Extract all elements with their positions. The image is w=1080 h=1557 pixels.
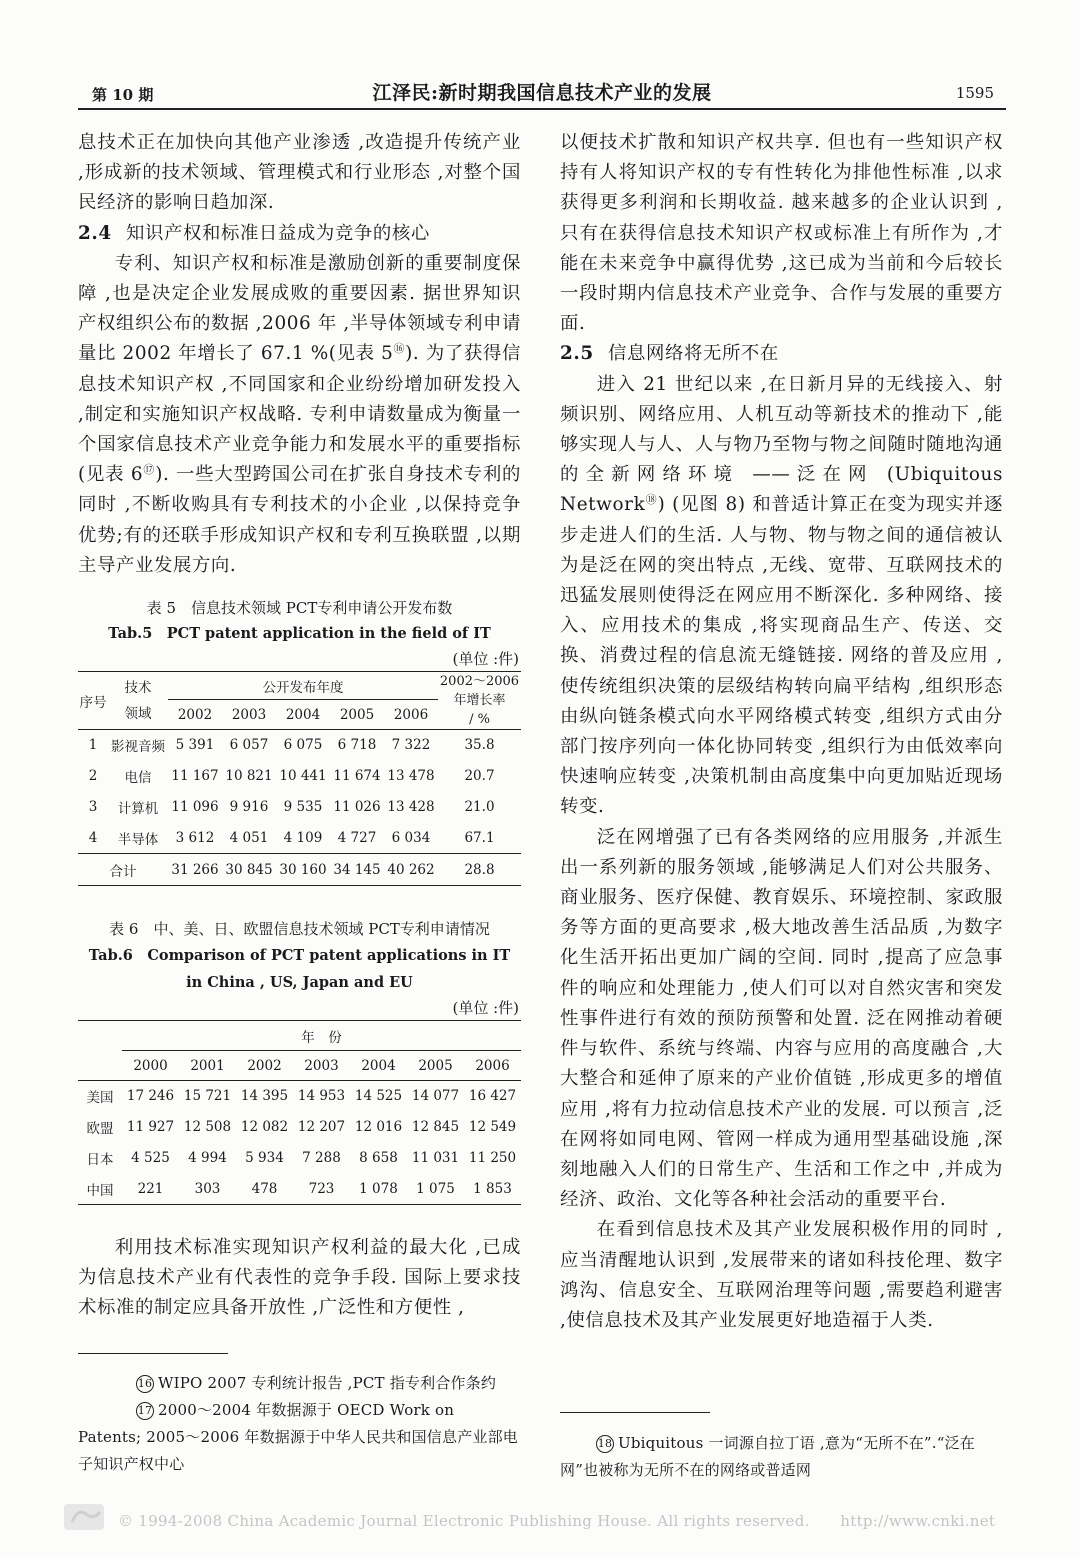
cell-value: 11 167 xyxy=(171,768,219,785)
cell-value: 1 078 xyxy=(359,1180,398,1197)
cell-value: 4 727 xyxy=(337,829,377,846)
text-run: ). 一些大型跨国公司在扩张自身技术专利的同时 ,不断收购具有专利技术的小企业 ,以保持竞争优势;有的还联手形成知识产权和专利互换联盟 ,以期主导产业发展方向. xyxy=(78,464,521,576)
cell-value: 12 845 xyxy=(411,1119,460,1136)
section-number: 2.5 xyxy=(560,343,594,365)
cell-value: 11 031 xyxy=(411,1150,460,1167)
table-row xyxy=(78,1143,521,1174)
col-header-growth xyxy=(438,672,521,730)
header-text: / % xyxy=(469,712,490,728)
footnote-right xyxy=(560,1430,1003,1484)
footnote-ref: ⑰ xyxy=(143,463,156,477)
cell-growth: 20.7 xyxy=(464,768,495,785)
paragraph-continued: 以便技术扩散和知识产权共享. 但也有一些知识产权持有人将知识产权的专有性转化为排他性标准 ,以求获得更多利润和长期收益. 越来越多的企业认识到 ,只有在获得信息技术知识产权或标准上有所作为 ,才能在未来竞争中赢得优势 ,这已成为当前和今后较长一段时期内信息技术产业竞争、合作与发展的重要方面. xyxy=(560,132,1003,335)
cell-value: 15 721 xyxy=(183,1088,232,1105)
cell-value: 10 821 xyxy=(225,768,273,785)
table6-unit: (单位 :件) xyxy=(452,999,519,1018)
footnote-17 xyxy=(78,1397,521,1478)
page-number: 1595 xyxy=(955,84,994,102)
cell-value: 17 246 xyxy=(126,1088,175,1105)
header-text: 领域 xyxy=(124,705,152,722)
table5-caption-en: Tab.5 PCT patent application in the field of IT xyxy=(108,625,491,643)
cell-growth: 67.1 xyxy=(464,829,495,846)
cell-value: 16 427 xyxy=(468,1088,517,1105)
cell-value: 14 077 xyxy=(411,1088,460,1105)
section-title: 信息网络将无所不在 xyxy=(608,343,779,365)
footnote-text: Ubiquitous 一词源自拉丁语 ,意为“无所不在”.“泛在网”也被称为无所不在的网络或普适网 xyxy=(560,1434,975,1479)
paragraph: 泛在网增强了已有各类网络的应用服务 ,并派生出一系列新的服务领域 ,能够满足人们对公共服务、商业服务、医疗保健、教育娱乐、环境控制、家政服务等方面的更高要求 ,极大地改善生活品质 ,为数字化生活开拓出更加广阔的空间. 同时 ,提高了应急事件的响应和处理能力 ,使人们可以对自然灾害和突发性事件进行有效的预防预警和处置. 泛在网推动着硬件与软件、系统与终端、内容与应用的高度融合 ,大大整合和延伸了原来的产业价值链 ,形成更多的增值应用 ,将有力拉动信息技术产业的发展. 可以预言 ,泛在网将如同电网、管网一样成为通用型基础设施 ,深刻地融入人们的日常生产、生活和工作之中 ,并成为经济、政治、文化等各种社会活动的重要平台. xyxy=(560,826,1003,1211)
footnote-text: 2000～2004 年数据源于 OECD Work on Patents; 2005～2006 年数据源于中华人民共和国信息产业部电子知识产权中心 xyxy=(78,1401,518,1473)
running-title: 江泽民:新时期我国信息技术产业的发展 xyxy=(372,82,712,104)
col-header-region xyxy=(78,1021,122,1051)
cell-seq: 3 xyxy=(88,799,98,816)
section-heading-2-4 xyxy=(78,219,521,249)
col-header-seq: 序号 xyxy=(78,672,108,730)
table5-caption-cn: 表 5 信息技术领域 PCT专利申请公开发布数 xyxy=(146,599,453,618)
cell-value: 11 927 xyxy=(126,1119,175,1136)
cell-value: 5 391 xyxy=(175,737,215,754)
cell-region: 美国 xyxy=(86,1090,114,1107)
cell-value: 12 549 xyxy=(468,1119,517,1136)
col-header-years-group: 年 份 xyxy=(122,1021,521,1051)
cell-region: 欧盟 xyxy=(86,1121,114,1138)
table-5 xyxy=(78,671,521,886)
year-header: 2005 xyxy=(330,700,384,730)
cell-seq: 1 xyxy=(88,737,98,754)
footnote-18 xyxy=(560,1430,1003,1484)
header-rule xyxy=(78,108,1006,110)
cell-value: 40 262 xyxy=(384,854,438,886)
footnote-ref: ⑱ xyxy=(645,493,658,507)
cell-value: 6 718 xyxy=(337,737,377,754)
cell-value: 8 658 xyxy=(359,1150,398,1167)
cell-field: 半导体 xyxy=(117,831,159,848)
footnote-rule xyxy=(78,1353,228,1354)
cell-value: 34 145 xyxy=(330,854,384,886)
year-header: 2002 xyxy=(168,700,222,730)
cell-value: 723 xyxy=(308,1180,335,1197)
col-header-field xyxy=(108,672,168,730)
cell-value: 7 288 xyxy=(302,1150,341,1167)
year-header: 2004 xyxy=(276,700,330,730)
cell-total-label: 合计 xyxy=(78,854,168,886)
paragraph: 利用技术标准实现知识产权利益的最大化 ,已成为信息技术产业有代表性的竞争手段. 国际上要求技术标准的制定应具备开放性 ,广泛性和方便性 , xyxy=(78,1237,521,1319)
cell-field: 电信 xyxy=(124,770,152,787)
header-text: 年增长率 xyxy=(453,693,506,709)
footnote-mark: 17 xyxy=(136,1402,154,1420)
cell-region: 中国 xyxy=(86,1182,114,1199)
cell-value: 30 845 xyxy=(222,854,276,886)
cell-value: 4 994 xyxy=(188,1150,227,1167)
section-heading-2-5 xyxy=(560,339,1003,369)
section-number: 2.4 xyxy=(78,222,112,244)
year-header: 2002 xyxy=(236,1051,293,1081)
cell-value: 478 xyxy=(251,1180,278,1197)
text-run: 专利、知识产权和标准是激励创新的重要制度保障 ,也是决定企业发展成败的重要因素. 据世界知识产权组织公布的数据 ,2006 年 ,半导体领域专利申请量比 2002 年增长了 67.1 %(见表 5 xyxy=(78,252,521,365)
header-text: 技术 xyxy=(124,679,152,696)
col-header-blank xyxy=(78,1051,122,1081)
cell-value: 11 250 xyxy=(468,1150,517,1167)
cell-value: 9 916 xyxy=(229,799,269,816)
cell-value: 5 934 xyxy=(245,1150,284,1167)
cell-field: 计算机 xyxy=(117,801,159,818)
text-run: ). 为了获得信息技术知识产权 ,不同国家和企业纷纷增加研发投入 ,制定和实施知识产权战略. 专利申请数量成为衡量一个国家信息技术产业竞争能力和发展水平的重要指标(见表 6 xyxy=(78,343,521,486)
year-header: 2006 xyxy=(384,700,438,730)
cell-growth: 28.8 xyxy=(438,854,521,886)
col-header-years-group: 公开发布年度 xyxy=(168,672,438,700)
footnote-ref: ⑯ xyxy=(393,342,406,356)
year-header: 2001 xyxy=(179,1051,236,1081)
year-header: 2003 xyxy=(222,700,276,730)
caption-line: in China , US, Japan and EU xyxy=(186,974,413,992)
text-run: 进入 21 世纪以来 ,在日新月异的无线接入、射频识别、网络应用、人机互动等新技术的推动下 ,能够实现人与人、人与物乃至物与物之间随时随地沟通的全新网络环境 ——泛在网 (Ubiquitous Network xyxy=(560,373,1003,516)
cell-value: 13 428 xyxy=(387,799,435,816)
issue-number: 第 10 期 xyxy=(92,86,154,104)
cell-value: 12 207 xyxy=(297,1119,346,1136)
paragraph: 在看到信息技术及其产业发展积极作用的同时 ,应当清醒地认识到 ,发展带来的诸如科技伦理、数字鸿沟、信息安全、互联网治理等问题 ,需要趋利避害 ,使信息技术及其产业发展更好地造福于人类. xyxy=(560,1219,1003,1331)
caption-line: Tab.6 Comparison of PCT patent applications in IT xyxy=(88,947,511,965)
cell-value: 30 160 xyxy=(276,854,330,886)
footnotes-left xyxy=(78,1370,521,1478)
cell-growth: 21.0 xyxy=(464,799,495,816)
year-header: 2003 xyxy=(293,1051,350,1081)
cell-value: 31 266 xyxy=(168,854,222,886)
cell-value: 14 953 xyxy=(297,1088,346,1105)
footnote-16 xyxy=(78,1370,521,1397)
cell-value: 4 051 xyxy=(229,829,269,846)
header-text: 2002～2006 xyxy=(439,674,520,690)
table-row xyxy=(78,1174,521,1205)
cell-value: 12 016 xyxy=(354,1119,403,1136)
section-title: 知识产权和标准日益成为竞争的核心 xyxy=(126,222,430,244)
cell-value: 12 508 xyxy=(183,1119,232,1136)
paragraph-continued: 息技术正在加快向其他产业渗透 ,改造提升传统产业 ,形成新的技术领域、管理模式和行业形态 ,对整个国民经济的影响日趋加深. xyxy=(78,132,521,214)
table5-unit: (单位 :件) xyxy=(452,650,519,669)
cell-value: 6 075 xyxy=(283,737,323,754)
text-run: ) (见图 8) 和普适计算正在变为现实并逐步走进人们的生活. 人与物、物与物之间的通信被认为是泛在网的突出特点 ,无线、宽带、互联网技术的迅猛发展则使得泛在网应用不断深化. 多种网络、接入、应用技术的集成 ,将实现商品生产、传送、交换、消费过程的信息流无缝链接. 网络的普及应用 ,使传统组织决策的层级结构转向扁平结构 ,组织形态由纵向链条模式向水平网络模式转变 ,组织方式由分部门按序列向一体化协同转变 ,组织行为由低效率向快速响应转变 ,决策机制由高度集中向更加贴近现场转变. xyxy=(560,494,1003,818)
table-row xyxy=(78,730,521,761)
right-column xyxy=(560,128,1003,1336)
table-row xyxy=(78,823,521,854)
table-row xyxy=(78,1112,521,1143)
cell-value: 14 395 xyxy=(240,1088,289,1105)
cell-seq: 2 xyxy=(88,768,98,785)
cell-region: 日本 xyxy=(86,1152,114,1169)
table6-caption-en xyxy=(78,942,521,996)
cell-value: 11 026 xyxy=(333,799,381,816)
cell-value: 7 322 xyxy=(391,737,431,754)
running-header xyxy=(78,76,1006,110)
cell-value: 12 082 xyxy=(240,1119,289,1136)
table-total-row xyxy=(78,854,521,886)
footnote-mark: 16 xyxy=(136,1375,154,1393)
year-header: 2000 xyxy=(122,1051,179,1081)
year-header: 2004 xyxy=(350,1051,407,1081)
table-row xyxy=(78,761,521,792)
table6-caption-cn: 表 6 中、美、日、欧盟信息技术领域 PCT专利申请情况 xyxy=(109,920,490,939)
footnote-mark: 18 xyxy=(596,1435,614,1453)
cell-value: 6 034 xyxy=(391,829,431,846)
paragraph xyxy=(78,249,521,581)
cell-value: 11 674 xyxy=(333,768,381,785)
footnote-rule xyxy=(560,1412,710,1413)
cell-value: 11 096 xyxy=(171,799,219,816)
cell-value: 1 075 xyxy=(416,1180,455,1197)
table-row xyxy=(78,792,521,823)
year-header: 2005 xyxy=(407,1051,464,1081)
cell-value: 303 xyxy=(194,1180,221,1197)
cell-field: 影视音频 xyxy=(111,739,165,756)
cell-value: 13 478 xyxy=(387,768,435,785)
paragraph xyxy=(560,370,1003,823)
year-header: 2006 xyxy=(464,1051,521,1081)
left-column xyxy=(78,128,521,1324)
cell-value: 6 057 xyxy=(229,737,269,754)
copyright-footer: © 1994-2008 China Academic Journal Electronic Publishing House. All rights reserved. http://www.cnki.net xyxy=(118,1512,996,1530)
cell-value: 9 535 xyxy=(283,799,323,816)
cell-value: 1 853 xyxy=(473,1180,512,1197)
cell-value: 14 525 xyxy=(354,1088,403,1105)
cell-value: 3 612 xyxy=(175,829,215,846)
table-6 xyxy=(78,1020,521,1205)
cell-value: 221 xyxy=(137,1180,164,1197)
footnote-text: WIPO 2007 专利统计报告 ,PCT 指专利合作条约 xyxy=(158,1374,497,1392)
cell-growth: 35.8 xyxy=(464,737,495,754)
table-row xyxy=(78,1081,521,1112)
cell-value: 4 525 xyxy=(131,1150,170,1167)
cell-value: 10 441 xyxy=(279,768,327,785)
cell-value: 4 109 xyxy=(283,829,323,846)
cell-seq: 4 xyxy=(88,829,98,846)
publisher-logo-icon xyxy=(62,1500,108,1534)
